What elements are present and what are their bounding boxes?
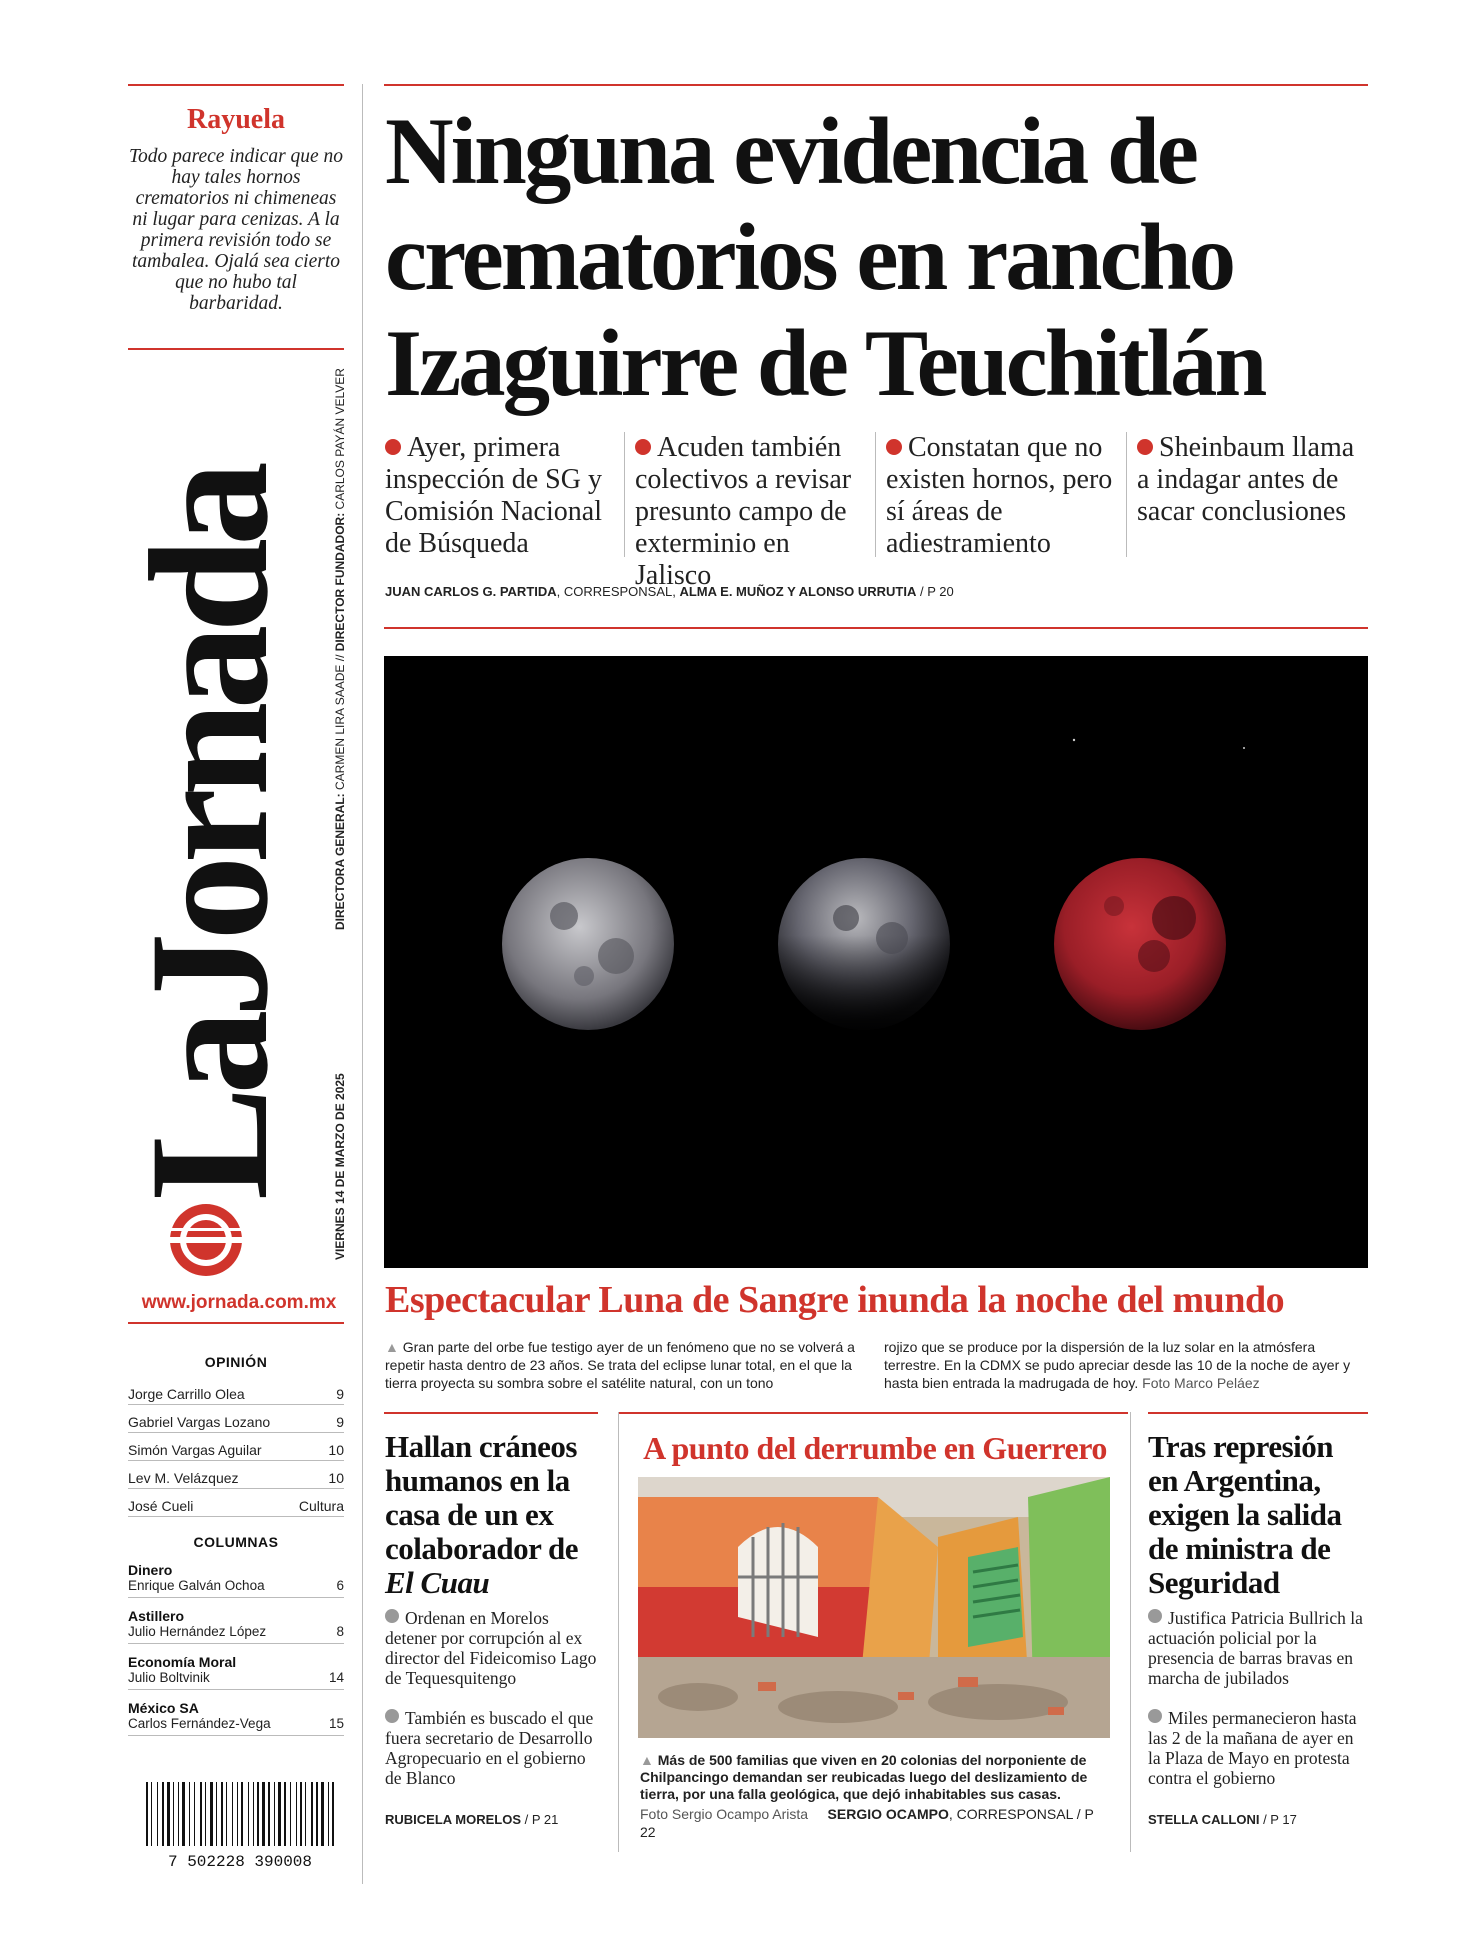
lunar-eclipse-photo[interactable]	[384, 656, 1368, 1268]
bullet-dot-icon	[385, 439, 401, 455]
columnas-title: COLUMNAS	[193, 1534, 279, 1550]
rule	[384, 84, 1368, 86]
rayuela-title: Rayuela	[187, 104, 285, 135]
masthead-logo[interactable]	[115, 370, 303, 1280]
main-byline: JUAN CARLOS G. PARTIDA, CORRESPONSAL, ALMA E. MUÑOZ Y ALONSO URRUTIA / P 20	[385, 584, 954, 599]
left-story-byline: RUBICELA MORELOS / P 21	[385, 1812, 559, 1827]
column-divider	[875, 432, 876, 557]
opinion-page: 9	[336, 1386, 344, 1402]
opinion-author: Simón Vargas Aguilar	[128, 1442, 262, 1458]
column-page: 14	[328, 1670, 344, 1685]
bullet-dot-icon	[1148, 1709, 1162, 1723]
left-story-bullet: Ordenan en Morelos detener por corrupción al ex director del Fideicomiso Lago de Tequesquitengo	[385, 1608, 597, 1688]
bullet-dot-icon	[385, 1609, 399, 1623]
column-divider	[1130, 1412, 1131, 1852]
right-story-bullet: Miles permanecieron hasta las 2 de la mañana de ayer en la Plaza de Mayo en protesta contra el gobierno	[1148, 1708, 1357, 1788]
barcode	[140, 1780, 340, 1870]
center-story-byline: Foto Sergio Ocampo Arista SERGIO OCAMPO, CORRESPONSAL / P 22	[640, 1806, 1094, 1840]
column-name: México SA	[128, 1700, 199, 1716]
barcode-digits: 7 502228 390008	[167, 1853, 313, 1871]
column-divider	[618, 1412, 619, 1852]
edition-date: VIERNES 14 DE MARZO DE 2025	[333, 1073, 347, 1260]
opinion-author: Lev M. Velázquez	[128, 1470, 239, 1486]
column-name: Economía Moral	[128, 1654, 237, 1670]
rule	[1148, 1412, 1368, 1414]
opinion-row[interactable]	[128, 1434, 344, 1461]
center-photo-caption: ▲ Más de 500 familias que viven en 20 colonias del norponiente de Chilpancingo demandan ser reubicadas luego del deslizamiento de tierra, por una falla geológica, que dejó inhabitables sus casas.	[640, 1752, 1088, 1802]
main-bullet: Constatan que no existen hornos, pero sí áreas de adiestramiento	[886, 432, 1113, 559]
column-author: Julio Hernández López	[128, 1624, 267, 1639]
rayuela-text: Todo parece indicar que no hay tales hornos crematorios ni chimeneas ni lugar para cenizas. A la primera revisión todo se tambalea. Ojalá sea cierto que no hubo tal barbaridad.	[128, 146, 344, 314]
center-story-headline[interactable]: A punto del derrumbe en Guerrero	[643, 1430, 1107, 1466]
moon-caption: ▲ Gran parte del orbe fue testigo ayer de un fenómeno que no se volverá a repetir hasta dentro de 23 años. Se trata del eclipse lunar total, en el que la tierra proyecta su sombra sobre el satélite natural, con un tono	[385, 1339, 855, 1391]
column-row[interactable]	[128, 1700, 344, 1736]
column-page: 15	[328, 1716, 344, 1731]
opinion-row[interactable]	[128, 1490, 344, 1517]
rule	[128, 84, 344, 86]
left-story-headline[interactable]: Hallan cráneos humanos en la casa de un ex colaborador de El Cuau	[385, 1429, 579, 1600]
rule	[618, 1412, 1128, 1414]
masthead-credits	[318, 370, 358, 1280]
main-headline[interactable]: Ninguna evidencia de crematorios en rancho Izaguirre de Teuchitlán	[385, 98, 1265, 416]
column-author: Carlos Fernández-Vega	[128, 1716, 271, 1731]
bullet-dot-icon	[1137, 439, 1153, 455]
right-story-headline[interactable]: Tras represión en Argentina, exigen la salida de ministra de Seguridad	[1148, 1429, 1342, 1600]
bullet-dot-icon	[385, 1709, 399, 1723]
bullet-dot-icon	[1148, 1609, 1162, 1623]
column-page: 6	[336, 1578, 344, 1593]
rule	[384, 627, 1368, 629]
opinion-page: 10	[328, 1470, 344, 1486]
opinion-row[interactable]	[128, 1462, 344, 1489]
right-story-bullet: Justifica Patricia Bullrich la actuación policial por la presencia de barras bravas en marcha de jubilados	[1148, 1608, 1363, 1688]
opinion-author: José Cueli	[128, 1498, 194, 1514]
main-bullet: Ayer, primera inspección de SG y Comisión Nacional de Búsqueda	[385, 432, 602, 559]
rule	[384, 1412, 598, 1414]
opinion-row[interactable]	[128, 1406, 344, 1433]
column-author: Julio Boltvinik	[128, 1670, 210, 1685]
column-divider	[362, 84, 363, 1884]
column-author: Enrique Galván Ochoa	[128, 1578, 265, 1593]
moon-caption: rojizo que se produce por la dispersión de la luz solar en la atmósfera terrestre. En la CDMX se pudo apreciar desde las 10 de la noche de ayer y hasta bien entrada la madrugada de hoy. Foto Marco Peláez	[884, 1339, 1351, 1391]
directora-label: DIRECTORA GENERAL:	[333, 793, 347, 930]
sun-logo-icon	[166, 1204, 246, 1276]
directora-name: CARMEN LIRA SAADE	[333, 664, 347, 790]
column-divider	[624, 432, 625, 557]
bullet-dot-icon	[886, 439, 902, 455]
bullet-dot-icon	[635, 439, 651, 455]
left-story-bullet: También es buscado el que fuera secretario de Desarrollo Agropecuario en el gobierno de Blanco	[385, 1708, 594, 1788]
column-row[interactable]	[128, 1608, 344, 1644]
rule	[128, 348, 344, 350]
column-row[interactable]	[128, 1654, 344, 1690]
column-page: 8	[336, 1624, 344, 1639]
blood-moon-icon	[1054, 858, 1226, 1030]
opinion-page: Cultura	[298, 1498, 344, 1514]
main-bullet: Acuden también colectivos a revisar presunto campo de exterminio en Jalisco	[635, 432, 852, 591]
opinion-title: OPINIÓN	[204, 1354, 268, 1370]
collapsed-house-photo[interactable]	[638, 1477, 1110, 1738]
right-story-byline: STELLA CALLONI / P 17	[1148, 1812, 1297, 1827]
column-name: Astillero	[128, 1608, 185, 1624]
svg-text:DIRECTORA GENERAL: CARMEN: DIRECTORA GENERAL: CARMEN LIRA SAADE // DIRECTOR FUNDADOR: CARLOS PAYÁN VELVER	[333, 368, 347, 930]
column-row[interactable]	[128, 1562, 344, 1598]
main-bullet: Sheinbaum llama a indagar antes de sacar conclusiones	[1137, 432, 1355, 527]
photo-credit: Foto Sergio Ocampo Arista	[640, 1806, 809, 1822]
rule	[128, 1322, 344, 1324]
opinion-page: 9	[336, 1414, 344, 1430]
opinion-row[interactable]	[128, 1378, 344, 1405]
column-name: Dinero	[128, 1562, 173, 1578]
column-divider	[1126, 432, 1127, 557]
opinion-page: 10	[328, 1442, 344, 1458]
site-url-link[interactable]: www.jornada.com.mx	[141, 1292, 337, 1313]
full-moon-icon	[502, 858, 674, 1030]
masthead-name: LaJornada	[115, 469, 303, 1200]
photo-credit: Foto Marco Peláez	[1142, 1375, 1260, 1391]
moon-story-headline[interactable]: Espectacular Luna de Sangre inunda la noche del mundo	[385, 1279, 1285, 1321]
opinion-author: Jorge Carrillo Olea	[128, 1386, 245, 1402]
fundador-label: DIRECTOR FUNDADOR:	[333, 512, 347, 652]
fundador-name: CARLOS PAYÁN VELVER	[333, 368, 347, 510]
opinion-author: Gabriel Vargas Lozano	[128, 1414, 271, 1430]
